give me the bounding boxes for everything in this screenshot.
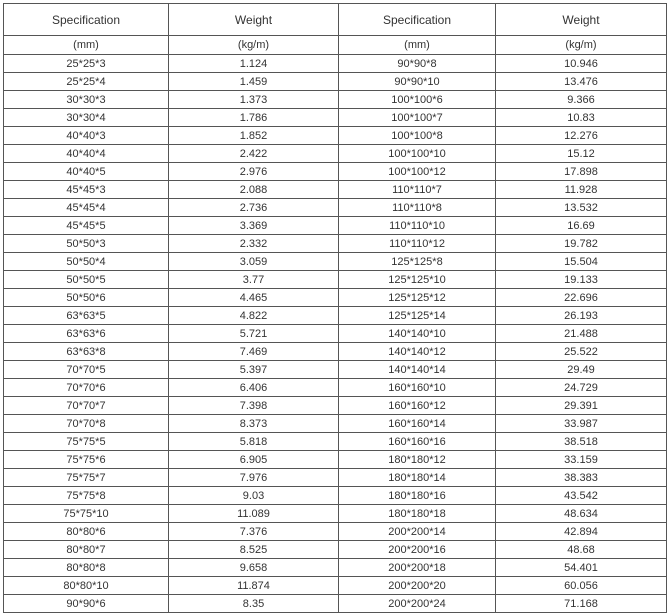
spec-left-cell: 80*80*10 <box>4 577 169 595</box>
spec-right-cell: 180*180*14 <box>339 469 496 487</box>
weight-left-cell: 1.852 <box>169 127 339 145</box>
weight-left-cell: 5.818 <box>169 433 339 451</box>
spec-left-cell: 40*40*3 <box>4 127 169 145</box>
weight-right-cell: 9.366 <box>496 91 667 109</box>
weight-table <box>3 3 667 613</box>
spec-left-cell: 50*50*5 <box>4 271 169 289</box>
spec-left-cell: 70*70*5 <box>4 361 169 379</box>
weight-right-cell: 43.542 <box>496 487 667 505</box>
spec-left-cell: 70*70*8 <box>4 415 169 433</box>
table-row <box>4 253 667 271</box>
spec-left-cell: 63*63*5 <box>4 307 169 325</box>
spec-right-cell: 110*110*12 <box>339 235 496 253</box>
header-specification-left: Specification <box>4 4 169 36</box>
weight-left-cell: 1.373 <box>169 91 339 109</box>
spec-right-cell: 125*125*10 <box>339 271 496 289</box>
spec-right-cell: 100*100*7 <box>339 109 496 127</box>
weight-right-cell: 11.928 <box>496 181 667 199</box>
table-row <box>4 181 667 199</box>
weight-left-cell: 7.376 <box>169 523 339 541</box>
spec-right-cell: 200*200*18 <box>339 559 496 577</box>
weight-right-cell: 19.133 <box>496 271 667 289</box>
header-row-units <box>4 36 667 55</box>
table-row <box>4 577 667 595</box>
weight-right-cell: 54.401 <box>496 559 667 577</box>
spec-left-cell: 50*50*4 <box>4 253 169 271</box>
spec-right-cell: 200*200*20 <box>339 577 496 595</box>
spec-left-cell: 25*25*3 <box>4 55 169 73</box>
unit-kgm-right: (kg/m) <box>496 36 667 55</box>
header-weight-left: Weight <box>169 4 339 36</box>
spec-left-cell: 70*70*7 <box>4 397 169 415</box>
spec-right-cell: 125*125*12 <box>339 289 496 307</box>
weight-left-cell: 9.658 <box>169 559 339 577</box>
spec-right-cell: 140*140*12 <box>339 343 496 361</box>
spec-right-cell: 125*125*8 <box>339 253 496 271</box>
spec-right-cell: 100*100*8 <box>339 127 496 145</box>
weight-left-cell: 1.124 <box>169 55 339 73</box>
table-row <box>4 109 667 127</box>
weight-left-cell: 11.089 <box>169 505 339 523</box>
weight-right-cell: 71.168 <box>496 595 667 613</box>
weight-right-cell: 21.488 <box>496 325 667 343</box>
spec-right-cell: 100*100*10 <box>339 145 496 163</box>
table-row <box>4 361 667 379</box>
weight-left-cell: 2.422 <box>169 145 339 163</box>
table-row <box>4 523 667 541</box>
table-row <box>4 55 667 73</box>
table-row <box>4 451 667 469</box>
weight-left-cell: 4.465 <box>169 289 339 307</box>
spec-right-cell: 140*140*14 <box>339 361 496 379</box>
spec-left-cell: 45*45*5 <box>4 217 169 235</box>
weight-right-cell: 25.522 <box>496 343 667 361</box>
weight-left-cell: 2.736 <box>169 199 339 217</box>
weight-left-cell: 2.332 <box>169 235 339 253</box>
weight-right-cell: 33.159 <box>496 451 667 469</box>
table-row <box>4 289 667 307</box>
weight-left-cell: 1.786 <box>169 109 339 127</box>
spec-right-cell: 160*160*14 <box>339 415 496 433</box>
weight-left-cell: 4.822 <box>169 307 339 325</box>
spec-right-cell: 110*110*8 <box>339 199 496 217</box>
spec-right-cell: 200*200*14 <box>339 523 496 541</box>
weight-right-cell: 10.83 <box>496 109 667 127</box>
weight-right-cell: 29.391 <box>496 397 667 415</box>
weight-left-cell: 11.874 <box>169 577 339 595</box>
table-row <box>4 397 667 415</box>
table-row <box>4 469 667 487</box>
weight-left-cell: 5.397 <box>169 361 339 379</box>
spec-left-cell: 80*80*8 <box>4 559 169 577</box>
weight-left-cell: 7.469 <box>169 343 339 361</box>
weight-left-cell: 1.459 <box>169 73 339 91</box>
weight-right-cell: 48.68 <box>496 541 667 559</box>
weight-left-cell: 8.373 <box>169 415 339 433</box>
spec-right-cell: 90*90*10 <box>339 73 496 91</box>
spec-right-cell: 200*200*16 <box>339 541 496 559</box>
spec-left-cell: 30*30*4 <box>4 109 169 127</box>
weight-right-cell: 19.782 <box>496 235 667 253</box>
weight-right-cell: 26.193 <box>496 307 667 325</box>
spec-right-cell: 110*110*7 <box>339 181 496 199</box>
table-row <box>4 199 667 217</box>
weight-left-cell: 9.03 <box>169 487 339 505</box>
weight-left-cell: 6.406 <box>169 379 339 397</box>
table-row <box>4 91 667 109</box>
spec-left-cell: 63*63*6 <box>4 325 169 343</box>
table-row <box>4 325 667 343</box>
spec-left-cell: 80*80*7 <box>4 541 169 559</box>
unit-mm-left: (mm) <box>4 36 169 55</box>
spec-left-cell: 63*63*8 <box>4 343 169 361</box>
weight-left-cell: 3.77 <box>169 271 339 289</box>
weight-right-cell: 10.946 <box>496 55 667 73</box>
table-row <box>4 127 667 145</box>
weight-right-cell: 48.634 <box>496 505 667 523</box>
spec-left-cell: 75*75*10 <box>4 505 169 523</box>
spec-left-cell: 75*75*6 <box>4 451 169 469</box>
table-row <box>4 595 667 613</box>
weight-left-cell: 3.369 <box>169 217 339 235</box>
header-specification-right: Specification <box>339 4 496 36</box>
table-row <box>4 487 667 505</box>
weight-left-cell: 7.976 <box>169 469 339 487</box>
table-row <box>4 271 667 289</box>
table-row <box>4 343 667 361</box>
spec-right-cell: 200*200*24 <box>339 595 496 613</box>
weight-right-cell: 13.532 <box>496 199 667 217</box>
weight-right-cell: 15.12 <box>496 145 667 163</box>
table-row <box>4 235 667 253</box>
weight-right-cell: 15.504 <box>496 253 667 271</box>
weight-right-cell: 17.898 <box>496 163 667 181</box>
weight-left-cell: 7.398 <box>169 397 339 415</box>
header-weight-right: Weight <box>496 4 667 36</box>
spec-left-cell: 75*75*7 <box>4 469 169 487</box>
spec-left-cell: 50*50*3 <box>4 235 169 253</box>
table-row <box>4 415 667 433</box>
spec-left-cell: 40*40*4 <box>4 145 169 163</box>
header-row-titles <box>4 4 667 36</box>
spec-right-cell: 180*180*16 <box>339 487 496 505</box>
spec-left-cell: 45*45*3 <box>4 181 169 199</box>
spec-left-cell: 40*40*5 <box>4 163 169 181</box>
weight-right-cell: 29.49 <box>496 361 667 379</box>
spec-left-cell: 90*90*6 <box>4 595 169 613</box>
spec-right-cell: 110*110*10 <box>339 217 496 235</box>
table-body <box>4 4 667 613</box>
spec-right-cell: 100*100*12 <box>339 163 496 181</box>
table-row <box>4 307 667 325</box>
weight-left-cell: 2.088 <box>169 181 339 199</box>
table-row <box>4 433 667 451</box>
table-row <box>4 379 667 397</box>
unit-mm-right: (mm) <box>339 36 496 55</box>
spec-left-cell: 30*30*3 <box>4 91 169 109</box>
weight-right-cell: 33.987 <box>496 415 667 433</box>
spec-right-cell: 160*160*10 <box>339 379 496 397</box>
weight-right-cell: 13.476 <box>496 73 667 91</box>
spec-left-cell: 75*75*5 <box>4 433 169 451</box>
table-row <box>4 73 667 91</box>
spec-right-cell: 125*125*14 <box>339 307 496 325</box>
unit-kgm-left: (kg/m) <box>169 36 339 55</box>
spec-right-cell: 180*180*12 <box>339 451 496 469</box>
weight-right-cell: 42.894 <box>496 523 667 541</box>
weight-left-cell: 8.525 <box>169 541 339 559</box>
weight-right-cell: 22.696 <box>496 289 667 307</box>
spec-right-cell: 180*180*18 <box>339 505 496 523</box>
spec-left-cell: 45*45*4 <box>4 199 169 217</box>
weight-left-cell: 8.35 <box>169 595 339 613</box>
spec-right-cell: 160*160*16 <box>339 433 496 451</box>
spec-right-cell: 100*100*6 <box>339 91 496 109</box>
weight-right-cell: 24.729 <box>496 379 667 397</box>
spec-right-cell: 140*140*10 <box>339 325 496 343</box>
weight-left-cell: 6.905 <box>169 451 339 469</box>
table-row <box>4 217 667 235</box>
weight-right-cell: 16.69 <box>496 217 667 235</box>
spec-right-cell: 160*160*12 <box>339 397 496 415</box>
weight-left-cell: 3.059 <box>169 253 339 271</box>
weight-right-cell: 12.276 <box>496 127 667 145</box>
weight-right-cell: 38.383 <box>496 469 667 487</box>
weight-left-cell: 5.721 <box>169 325 339 343</box>
table-row <box>4 505 667 523</box>
spec-left-cell: 25*25*4 <box>4 73 169 91</box>
table-row <box>4 163 667 181</box>
table-row <box>4 541 667 559</box>
table-row <box>4 145 667 163</box>
weight-right-cell: 38.518 <box>496 433 667 451</box>
spec-right-cell: 90*90*8 <box>339 55 496 73</box>
spec-left-cell: 75*75*8 <box>4 487 169 505</box>
spec-left-cell: 50*50*6 <box>4 289 169 307</box>
spec-left-cell: 70*70*6 <box>4 379 169 397</box>
weight-right-cell: 60.056 <box>496 577 667 595</box>
spec-left-cell: 80*80*6 <box>4 523 169 541</box>
weight-left-cell: 2.976 <box>169 163 339 181</box>
table-row <box>4 559 667 577</box>
